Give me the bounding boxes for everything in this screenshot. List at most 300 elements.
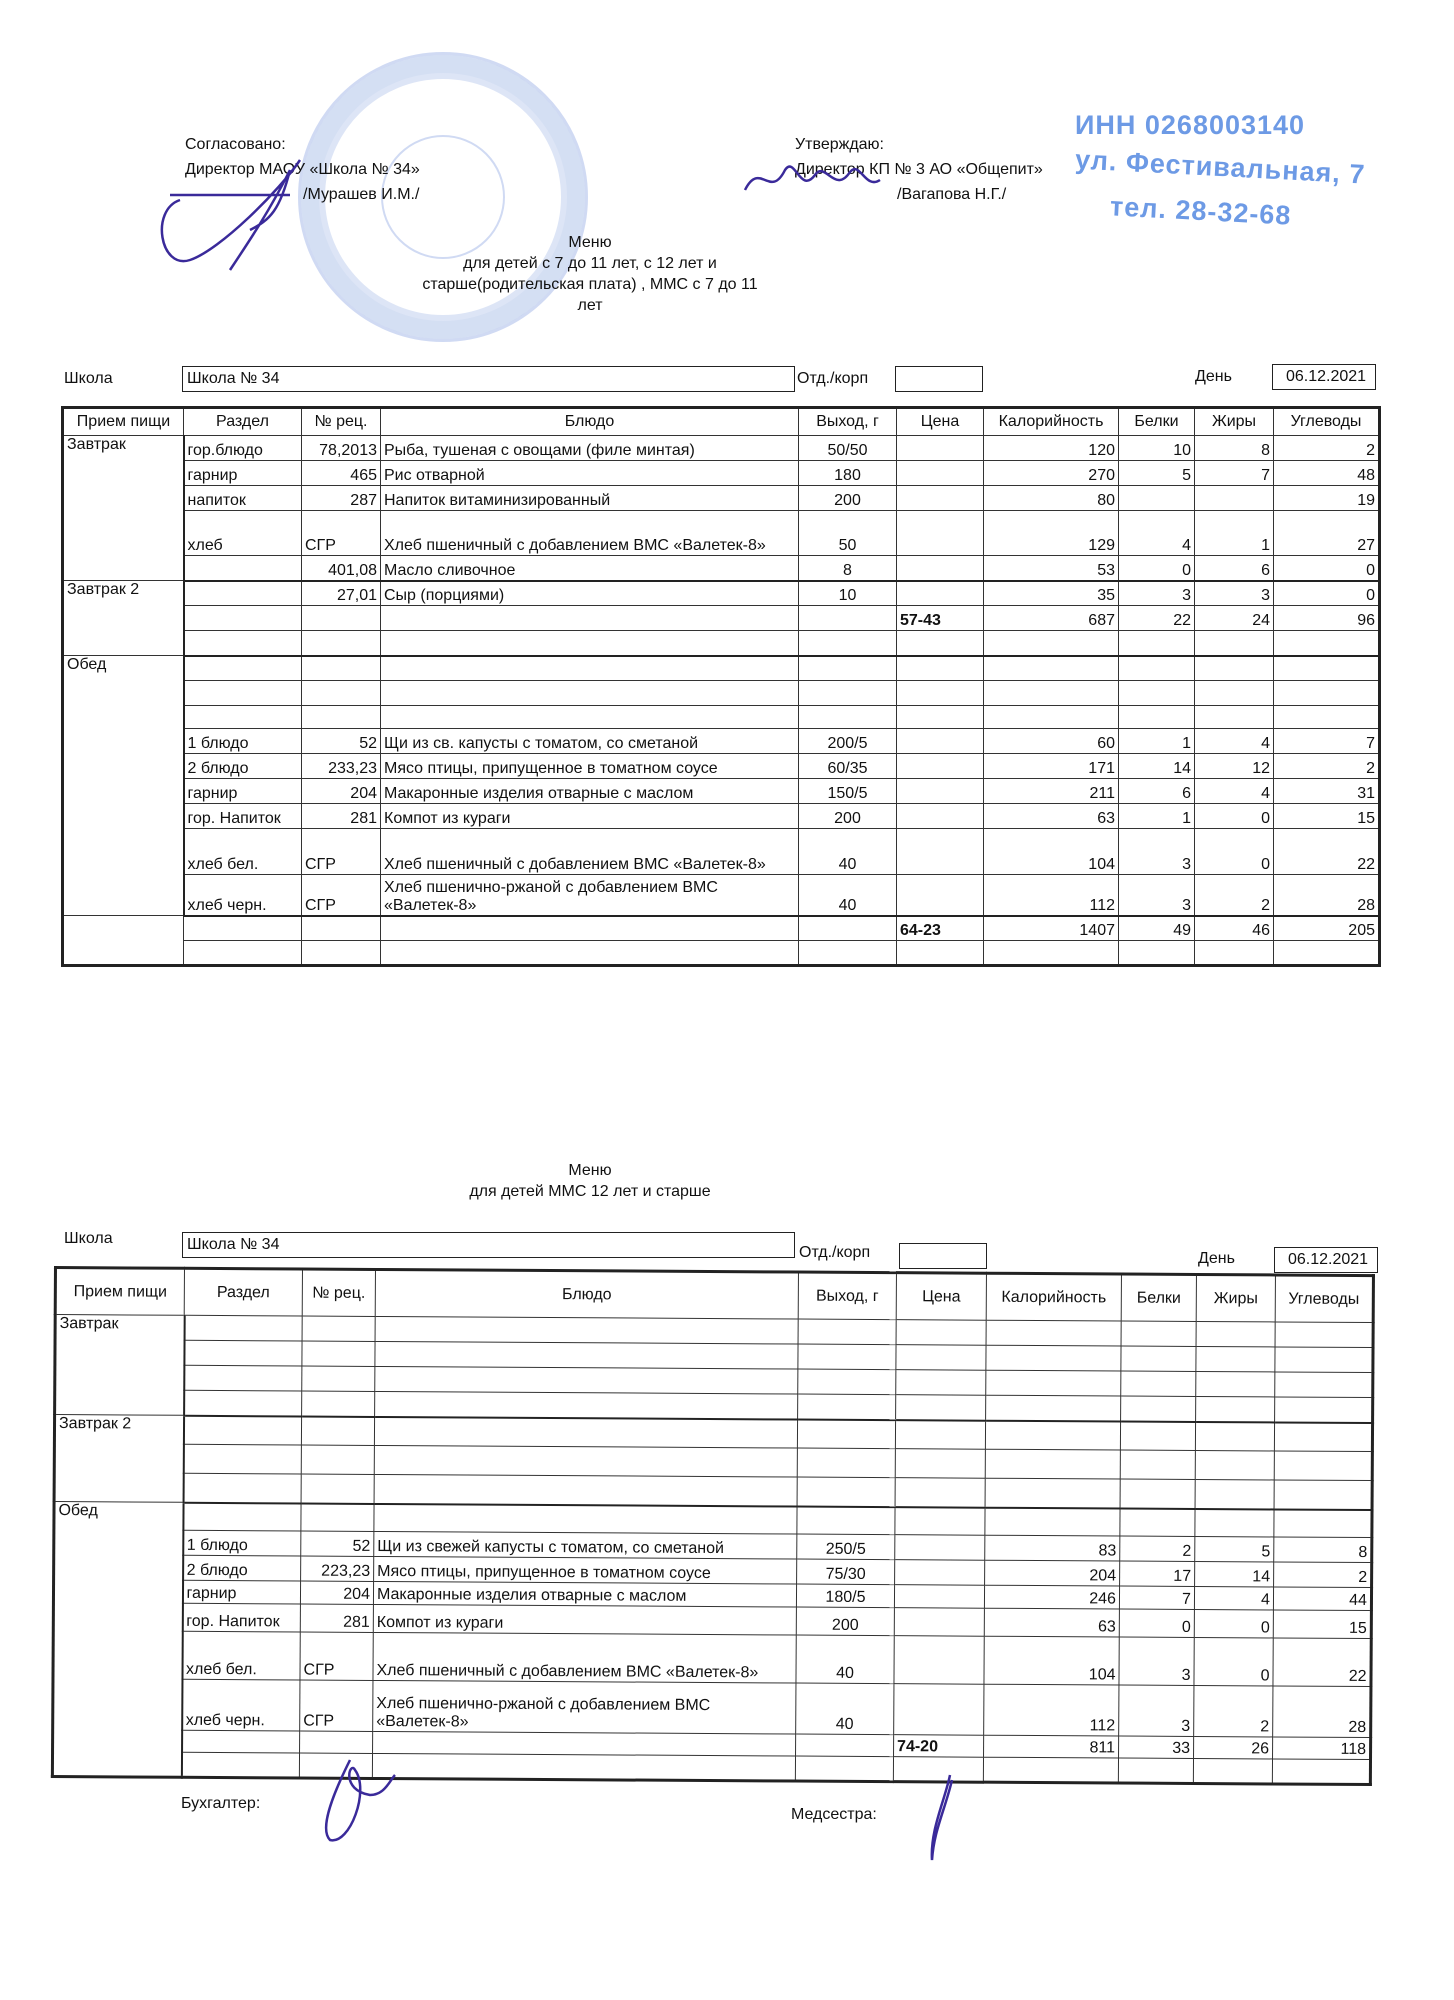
table-row [63, 606, 1380, 631]
yield-cell: 200 [796, 1607, 894, 1636]
column-header: Жиры [1196, 1274, 1275, 1321]
calories-cell: 35 [984, 581, 1119, 606]
proteins-cell [1120, 1508, 1195, 1536]
fats-cell: 4 [1194, 1586, 1273, 1609]
yield-cell: 250/5 [797, 1534, 895, 1560]
menu1-title-line: для детей с 7 до 11 лет, с 12 лет и [463, 255, 717, 272]
proteins-cell [1120, 1450, 1195, 1479]
approval-right-name: /Вагапова Н.Г./ [897, 186, 1007, 203]
menu2-dept-label: Отд./корп [799, 1244, 871, 1261]
price-cell [897, 829, 984, 875]
table-row [63, 436, 1380, 461]
carbs-cell: 2 [1274, 1562, 1372, 1588]
section-cell [184, 706, 302, 729]
recipe-no-cell [301, 1474, 374, 1503]
column-header: Калорийность [986, 1273, 1121, 1321]
section-cell [182, 1730, 300, 1753]
table-row [63, 916, 1380, 941]
yield-cell: 10 [799, 581, 897, 606]
yield-cell [798, 1319, 896, 1345]
price-cell [894, 1585, 984, 1609]
carbs-cell: 48 [1274, 461, 1380, 486]
fats-cell [1195, 941, 1274, 966]
fats-cell [1195, 486, 1274, 511]
table-row [63, 656, 1380, 681]
menu2-school-field: Школа № 34 [182, 1232, 795, 1258]
column-header: Углеводы [1274, 408, 1380, 436]
yield-cell [796, 1734, 894, 1757]
dish-cell: Макаронные изделия отварные с маслом [381, 779, 799, 804]
section-cell [184, 916, 302, 941]
proteins-cell: 4 [1119, 511, 1195, 556]
dish-cell [372, 1753, 795, 1781]
meal-cell: Завтрак 2 [54, 1415, 184, 1503]
recipe-no-cell: 204 [302, 779, 381, 804]
fats-cell: 4 [1195, 779, 1274, 804]
yield-cell: 40 [796, 1635, 894, 1684]
signature-nurse [920, 1770, 960, 1870]
carbs-cell [1274, 941, 1380, 966]
price-cell [895, 1535, 985, 1561]
recipe-no-cell: СГР [300, 1680, 373, 1731]
fats-cell: 1 [1195, 511, 1274, 556]
calories-cell [984, 631, 1119, 656]
section-cell [183, 1502, 301, 1531]
price-cell [897, 779, 984, 804]
stamp-address: ул. Фестивальная, 7 [1074, 144, 1367, 190]
recipe-no-cell [302, 706, 381, 729]
price-cell [895, 1507, 985, 1536]
price-cell [894, 1636, 984, 1685]
column-header: № рец. [302, 408, 381, 436]
recipe-no-cell: 52 [302, 729, 381, 754]
yield-cell: 50 [799, 511, 897, 556]
carbs-cell: 2 [1274, 436, 1380, 461]
dish-cell: Макаронные изделия отварные с маслом [373, 1581, 796, 1607]
section-cell: гарнир [184, 461, 302, 486]
recipe-no-cell [302, 1366, 375, 1391]
recipe-no-cell [301, 1503, 374, 1531]
fats-cell: 7 [1195, 461, 1274, 486]
carbs-cell [1274, 1451, 1372, 1481]
section-cell: гарнир [182, 1580, 300, 1604]
menu1-dept-label: Отд./корп [797, 370, 869, 387]
proteins-cell [1119, 486, 1195, 511]
price-cell [897, 804, 984, 829]
signature-approver [740, 150, 890, 210]
carbs-cell [1275, 1322, 1373, 1348]
proteins-cell: 22 [1119, 606, 1195, 631]
column-header: Блюдо [375, 1269, 798, 1319]
fats-cell: 5 [1195, 1536, 1274, 1561]
dish-cell [381, 916, 799, 941]
table-row [63, 581, 1380, 606]
dish-cell: Мясо птицы, припущенное в томатном соусе [374, 1556, 797, 1584]
dish-cell: Компот из кураги [381, 804, 799, 829]
calories-cell: 63 [984, 804, 1119, 829]
fats-cell: 12 [1195, 754, 1274, 779]
calories-cell [983, 1757, 1118, 1783]
calories-cell: 1407 [984, 916, 1119, 941]
fats-cell: 0 [1195, 804, 1274, 829]
carbs-cell: 0 [1274, 556, 1380, 581]
yield-cell [798, 1344, 896, 1370]
column-header: Цена [896, 1273, 986, 1321]
carbs-cell [1274, 1480, 1372, 1510]
yield-cell [797, 1477, 895, 1507]
column-header: Углеводы [1275, 1275, 1373, 1323]
column-header: Блюдо [381, 408, 799, 436]
yield-cell [799, 916, 897, 941]
column-header: Цена [897, 408, 984, 436]
meal-cell: Завтрак 2 [63, 581, 184, 656]
dish-cell [374, 1445, 797, 1477]
approval-right-label: Утверждаю: [795, 136, 884, 153]
proteins-cell: 2 [1120, 1536, 1195, 1561]
price-cell [897, 436, 984, 461]
proteins-cell [1121, 1321, 1196, 1346]
dish-cell: Сыр (порциями) [381, 581, 799, 606]
section-cell: 2 блюдо [184, 754, 302, 779]
approval-right-position: Директор КП № 3 АО «Общепит» [795, 161, 1043, 178]
yield-cell: 200/5 [799, 729, 897, 754]
price-cell [894, 1684, 984, 1736]
yield-cell: 75/30 [797, 1559, 895, 1585]
carbs-cell: 19 [1274, 486, 1380, 511]
fats-cell [1195, 1421, 1274, 1450]
fats-cell: 3 [1195, 581, 1274, 606]
proteins-cell [1120, 1479, 1195, 1508]
carbs-cell: 27 [1274, 511, 1380, 556]
section-cell [184, 1315, 302, 1341]
menu1-title-line: старше(родительская плата) , ММС с 7 до 11 [422, 276, 758, 293]
section-cell [184, 681, 302, 706]
section-cell: 1 блюдо [184, 729, 302, 754]
table-row [63, 461, 1380, 486]
calories-cell [984, 681, 1119, 706]
calories-cell: 112 [984, 1684, 1119, 1736]
dish-cell: Хлеб пшенично-ржаной с добавлением ВМС «Валетек-8» [373, 1680, 796, 1734]
price-cell [897, 875, 984, 916]
fats-cell [1195, 706, 1274, 729]
proteins-cell: 17 [1120, 1561, 1195, 1586]
carbs-cell: 7 [1274, 729, 1380, 754]
column-header: Выход, г [799, 408, 897, 436]
column-header: Калорийность [984, 408, 1119, 436]
recipe-no-cell: СГР [302, 875, 381, 916]
carbs-cell [1275, 1347, 1373, 1373]
carbs-cell [1274, 656, 1380, 681]
column-header: Жиры [1195, 408, 1274, 436]
section-cell [183, 1444, 301, 1474]
calories-cell: 80 [984, 486, 1119, 511]
price-cell [897, 681, 984, 706]
section-cell [184, 1365, 302, 1391]
table-row [53, 1679, 1371, 1738]
carbs-cell: 15 [1274, 804, 1380, 829]
yield-cell: 200 [799, 804, 897, 829]
recipe-no-cell [302, 1316, 375, 1341]
section-cell: хлеб [184, 511, 302, 556]
dish-cell [381, 706, 799, 729]
yield-cell: 200 [799, 486, 897, 511]
fats-cell [1196, 1346, 1275, 1371]
yield-cell [799, 631, 897, 656]
proteins-cell [1119, 681, 1195, 706]
menu2-dept-field [899, 1243, 987, 1269]
menu2-date-field: 06.12.2021 [1274, 1247, 1378, 1273]
menu1-day-label: День [1195, 368, 1232, 385]
table-row [63, 875, 1380, 916]
table-row [63, 631, 1380, 656]
section-cell [184, 631, 302, 656]
menu1-title-line: лет [577, 297, 603, 314]
fats-cell [1196, 1396, 1275, 1421]
calories-cell [984, 941, 1119, 966]
price-cell [894, 1608, 984, 1637]
table-row [63, 779, 1380, 804]
signature-accountant [310, 1750, 400, 1850]
section-cell: хлеб бел. [182, 1631, 300, 1680]
recipe-no-cell: 281 [300, 1604, 373, 1632]
carbs-cell [1274, 681, 1380, 706]
proteins-cell [1121, 1396, 1196, 1421]
calories-cell: 104 [984, 829, 1119, 875]
yield-cell [797, 1506, 895, 1535]
recipe-no-cell [302, 916, 381, 941]
carbs-cell: 8 [1274, 1537, 1372, 1563]
proteins-cell: 3 [1119, 829, 1195, 875]
recipe-no-cell: СГР [302, 829, 381, 875]
price-cell [896, 1320, 986, 1346]
price-cell [895, 1560, 985, 1586]
section-cell [184, 606, 302, 631]
proteins-cell: 5 [1119, 461, 1195, 486]
menu2-title [380, 1160, 800, 1202]
fats-cell: 0 [1194, 1637, 1273, 1685]
approval-left-label: Согласовано: [185, 136, 286, 153]
fats-cell: 8 [1195, 436, 1274, 461]
section-cell [183, 1473, 301, 1503]
carbs-cell [1274, 1422, 1372, 1452]
dish-cell: Рыба, тушеная с овощами (филе минтая) [381, 436, 799, 461]
yield-cell [799, 706, 897, 729]
carbs-cell: 22 [1274, 829, 1380, 875]
yield-cell: 50/50 [799, 436, 897, 461]
yield-cell [797, 1448, 895, 1478]
meal-cell: Обед [52, 1502, 183, 1778]
yield-cell: 60/35 [799, 754, 897, 779]
dish-cell: Рис отварной [381, 461, 799, 486]
proteins-cell: 3 [1119, 1685, 1194, 1736]
proteins-cell: 33 [1119, 1736, 1194, 1758]
yield-cell [797, 1419, 895, 1449]
proteins-cell: 0 [1119, 1609, 1194, 1637]
carbs-cell [1275, 1397, 1373, 1423]
yield-cell [795, 1756, 893, 1782]
proteins-cell: 6 [1119, 779, 1195, 804]
fats-cell: 4 [1195, 729, 1274, 754]
carbs-cell: 22 [1273, 1638, 1371, 1687]
recipe-no-cell: 401,08 [302, 556, 381, 581]
calories-cell: 171 [984, 754, 1119, 779]
recipe-no-cell: СГР [302, 511, 381, 556]
recipe-no-cell: 27,01 [302, 581, 381, 606]
dish-cell [381, 631, 799, 656]
fats-cell [1195, 1450, 1274, 1479]
column-header: Раздел [184, 408, 302, 436]
dish-cell [381, 941, 799, 966]
recipe-no-cell [302, 606, 381, 631]
fats-cell [1195, 1479, 1274, 1508]
dish-cell [375, 1316, 798, 1344]
menu2-day-label: День [1198, 1250, 1235, 1267]
nurse-label: Медсестра: [791, 1806, 877, 1823]
fats-cell: 0 [1194, 1609, 1273, 1637]
menu1-table [61, 406, 1381, 967]
calories-cell: 811 [984, 1735, 1119, 1758]
recipe-no-cell: 78,2013 [302, 436, 381, 461]
yield-cell [799, 681, 897, 706]
calories-cell: 687 [984, 606, 1119, 631]
calories-cell: 60 [984, 729, 1119, 754]
column-header: Белки [1119, 408, 1195, 436]
section-cell: гор. Напиток [182, 1603, 300, 1632]
price-cell [897, 461, 984, 486]
proteins-cell [1119, 941, 1195, 966]
proteins-cell: 14 [1119, 754, 1195, 779]
recipe-no-cell: 287 [302, 486, 381, 511]
fats-cell [1195, 656, 1274, 681]
carbs-cell: 96 [1274, 606, 1380, 631]
menu2-title-line: Меню [568, 1162, 612, 1179]
dish-cell [375, 1391, 798, 1419]
fats-cell: 46 [1195, 916, 1274, 941]
price-cell: 57-43 [897, 606, 984, 631]
dish-cell: Хлеб пшеничный с добавлением ВМС «Валетек-8» [381, 829, 799, 875]
recipe-no-cell: 204 [300, 1581, 373, 1604]
proteins-cell: 7 [1119, 1586, 1194, 1609]
carbs-cell [1274, 1509, 1372, 1538]
section-cell [184, 656, 302, 681]
recipe-no-cell [302, 631, 381, 656]
section-cell [181, 1752, 299, 1778]
section-cell: 2 блюдо [183, 1555, 301, 1581]
price-cell [897, 706, 984, 729]
recipe-no-cell [302, 656, 381, 681]
column-header: № рец. [302, 1269, 375, 1316]
proteins-cell: 0 [1119, 556, 1195, 581]
carbs-cell: 28 [1274, 875, 1380, 916]
yield-cell: 40 [796, 1683, 894, 1735]
calories-cell: 129 [984, 511, 1119, 556]
fats-cell [1193, 1758, 1272, 1783]
menu1-date-field: 06.12.2021 [1272, 364, 1376, 390]
table-row [63, 486, 1380, 511]
carbs-cell [1272, 1759, 1370, 1785]
price-cell [895, 1478, 985, 1508]
dish-cell [373, 1731, 796, 1756]
calories-cell [986, 1370, 1121, 1396]
price-cell [897, 581, 984, 606]
accountant-label: Бухгалтер: [181, 1795, 261, 1812]
price-cell [897, 729, 984, 754]
yield-cell [798, 1369, 896, 1395]
table-row [63, 556, 1380, 581]
dish-cell: Хлеб пшеничный с добавлением ВМС «Валетек-8» [373, 1632, 796, 1683]
price-cell: 64-23 [897, 916, 984, 941]
section-cell: напиток [184, 486, 302, 511]
fats-cell: 26 [1194, 1736, 1273, 1758]
carbs-cell: 205 [1274, 916, 1380, 941]
dish-cell [381, 656, 799, 681]
price-cell [897, 556, 984, 581]
recipe-no-cell [302, 681, 381, 706]
calories-cell: 83 [985, 1535, 1120, 1561]
column-header: Прием пищи [63, 408, 184, 436]
fats-cell [1195, 631, 1274, 656]
yield-cell: 150/5 [799, 779, 897, 804]
calories-cell: 104 [984, 1636, 1119, 1685]
table-row [63, 706, 1380, 729]
proteins-cell: 10 [1119, 436, 1195, 461]
meal-cell: Обед [63, 656, 184, 916]
calories-cell: 112 [984, 875, 1119, 916]
section-cell: хлеб черн. [184, 875, 302, 916]
table-row [63, 729, 1380, 754]
carbs-cell: 31 [1274, 779, 1380, 804]
proteins-cell [1119, 706, 1195, 729]
table-row [63, 511, 1380, 556]
meal-cell [63, 916, 184, 966]
calories-cell [986, 1320, 1121, 1346]
carbs-cell: 2 [1274, 754, 1380, 779]
column-header: Выход, г [798, 1272, 896, 1320]
menu2-table [51, 1266, 1375, 1786]
calories-cell: 270 [984, 461, 1119, 486]
table-row [63, 681, 1380, 706]
dish-cell [381, 606, 799, 631]
calories-cell [985, 1420, 1120, 1450]
dish-cell: Щи из св. капусты с томатом, со сметаной [381, 729, 799, 754]
yield-cell [799, 941, 897, 966]
carbs-cell: 0 [1274, 581, 1380, 606]
signature-director [150, 150, 340, 280]
dish-cell: Компот из кураги [373, 1604, 796, 1635]
proteins-cell [1120, 1421, 1195, 1450]
approval-left-position: Директор МАОУ «Школа № 34» [185, 161, 420, 178]
section-cell [184, 1390, 302, 1416]
proteins-cell: 49 [1119, 916, 1195, 941]
carbs-cell [1274, 706, 1380, 729]
dish-cell: Хлеб пшеничный с добавлением ВМС «Валетек-8» [381, 511, 799, 556]
yield-cell: 180 [799, 461, 897, 486]
yield-cell [799, 606, 897, 631]
proteins-cell [1121, 1371, 1196, 1396]
fats-cell [1196, 1371, 1275, 1396]
price-cell [895, 1420, 985, 1450]
yield-cell: 8 [799, 556, 897, 581]
dish-cell: Мясо птицы, припущенное в томатном соусе [381, 754, 799, 779]
fats-cell: 2 [1194, 1685, 1273, 1736]
proteins-cell [1119, 631, 1195, 656]
calories-cell: 63 [984, 1608, 1119, 1637]
recipe-no-cell: 223,23 [301, 1556, 374, 1581]
price-cell [897, 941, 984, 966]
proteins-cell [1121, 1346, 1196, 1371]
section-cell: гор. Напиток [184, 804, 302, 829]
calories-cell [985, 1507, 1120, 1536]
